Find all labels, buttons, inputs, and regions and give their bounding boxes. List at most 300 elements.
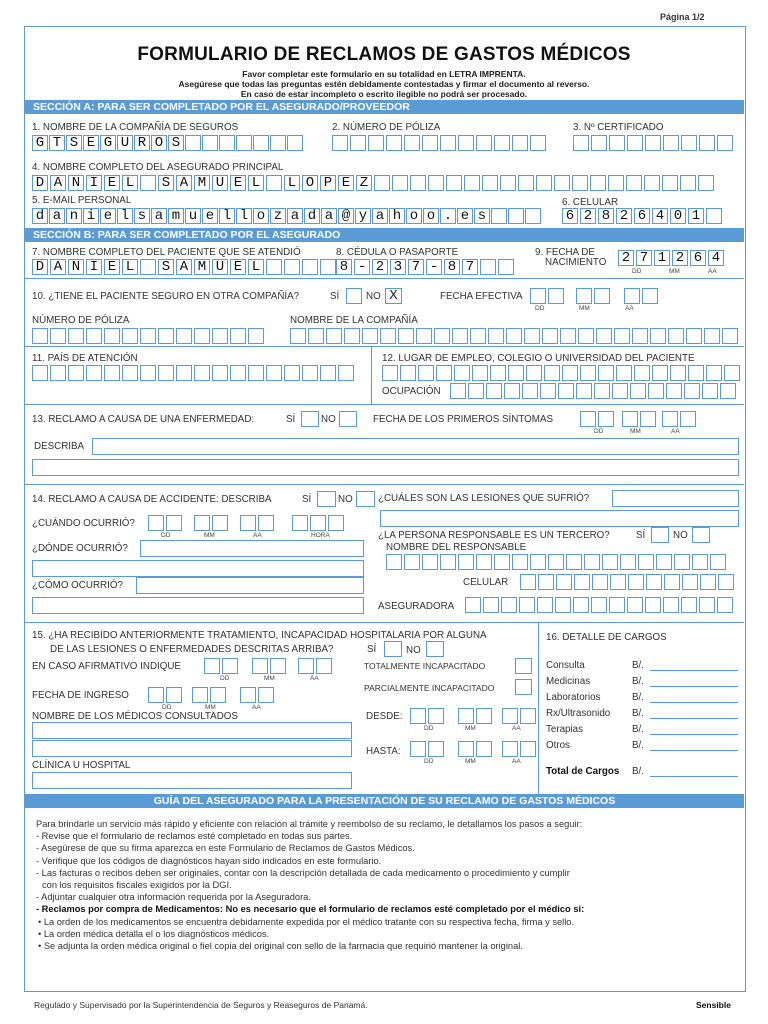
char-cell[interactable]: 2 xyxy=(372,259,388,275)
char-cell[interactable] xyxy=(386,135,402,151)
char-cell[interactable] xyxy=(664,574,680,590)
char-cell[interactable]: 7 xyxy=(408,259,424,275)
char-cell[interactable] xyxy=(558,383,574,399)
char-cell[interactable] xyxy=(476,741,492,757)
char-cell[interactable] xyxy=(524,328,540,344)
char-cell[interactable] xyxy=(374,175,390,191)
char-cell[interactable] xyxy=(699,135,715,151)
char-cell[interactable] xyxy=(258,687,274,703)
char-cell[interactable] xyxy=(434,328,450,344)
char-cell[interactable]: E xyxy=(83,135,99,151)
symptoms-date-dd[interactable] xyxy=(580,411,616,427)
char-cell[interactable] xyxy=(663,135,679,151)
doctors-field-2[interactable] xyxy=(32,740,352,757)
char-cell[interactable] xyxy=(194,365,210,381)
char-cell[interactable]: l xyxy=(236,208,252,224)
illness-description-field[interactable] xyxy=(92,438,739,455)
char-cell[interactable]: 2 xyxy=(618,250,634,266)
char-cell[interactable] xyxy=(450,383,466,399)
char-cell[interactable] xyxy=(596,328,612,344)
char-cell[interactable] xyxy=(666,383,682,399)
where-field-2[interactable] xyxy=(32,560,364,577)
total-incap-checkbox[interactable] xyxy=(515,658,532,674)
char-cell[interactable]: o xyxy=(423,208,439,224)
char-cell[interactable] xyxy=(508,365,524,381)
char-cell[interactable] xyxy=(253,135,269,151)
how-field-2[interactable] xyxy=(32,597,364,614)
effective-date-aa[interactable] xyxy=(624,288,660,304)
id-field[interactable] xyxy=(336,259,516,275)
char-cell[interactable] xyxy=(520,574,536,590)
char-cell[interactable] xyxy=(380,328,396,344)
char-cell[interactable] xyxy=(594,288,610,304)
char-cell[interactable]: L xyxy=(248,259,264,275)
char-cell[interactable]: N xyxy=(68,175,84,191)
char-cell[interactable] xyxy=(240,687,256,703)
char-cell[interactable]: Z xyxy=(356,175,372,191)
char-cell[interactable]: 1 xyxy=(688,208,704,224)
char-cell[interactable] xyxy=(166,515,182,531)
char-cell[interactable] xyxy=(326,328,342,344)
char-cell[interactable] xyxy=(320,259,336,275)
char-cell[interactable] xyxy=(506,328,522,344)
charge-amount-field[interactable] xyxy=(650,718,738,719)
char-cell[interactable]: E xyxy=(230,259,246,275)
char-cell[interactable] xyxy=(576,288,592,304)
char-cell[interactable] xyxy=(488,328,504,344)
char-cell[interactable] xyxy=(86,365,102,381)
char-cell[interactable] xyxy=(640,411,656,427)
char-cell[interactable]: G xyxy=(32,135,48,151)
char-cell[interactable] xyxy=(609,135,625,151)
char-cell[interactable] xyxy=(320,365,336,381)
char-cell[interactable] xyxy=(608,175,624,191)
char-cell[interactable] xyxy=(386,554,402,570)
char-cell[interactable]: P xyxy=(320,175,336,191)
char-cell[interactable] xyxy=(148,687,164,703)
char-cell[interactable]: U xyxy=(117,135,133,151)
char-cell[interactable] xyxy=(702,383,718,399)
char-cell[interactable] xyxy=(458,741,474,757)
affirmative-aa[interactable] xyxy=(298,658,334,674)
char-cell[interactable] xyxy=(630,383,646,399)
char-cell[interactable] xyxy=(480,259,496,275)
char-cell[interactable] xyxy=(624,288,640,304)
char-cell[interactable] xyxy=(501,597,517,613)
char-cell[interactable] xyxy=(627,597,643,613)
char-cell[interactable] xyxy=(602,554,618,570)
char-cell[interactable] xyxy=(308,328,324,344)
char-cell[interactable]: 4 xyxy=(708,250,724,266)
char-cell[interactable]: E xyxy=(104,175,120,191)
char-cell[interactable] xyxy=(248,365,264,381)
patient-name-field[interactable] xyxy=(32,259,338,275)
char-cell[interactable] xyxy=(270,658,286,674)
char-cell[interactable] xyxy=(692,554,708,570)
char-cell[interactable]: D xyxy=(32,259,48,275)
char-cell[interactable] xyxy=(638,554,654,570)
char-cell[interactable] xyxy=(555,597,571,613)
char-cell[interactable]: @ xyxy=(338,208,354,224)
char-cell[interactable] xyxy=(212,365,228,381)
char-cell[interactable] xyxy=(700,574,716,590)
char-cell[interactable] xyxy=(560,328,576,344)
char-cell[interactable] xyxy=(204,658,220,674)
effective-date-mm[interactable] xyxy=(576,288,612,304)
char-cell[interactable] xyxy=(554,175,570,191)
char-cell[interactable]: e xyxy=(100,208,116,224)
responsible-mobile-field[interactable] xyxy=(520,574,736,590)
char-cell[interactable] xyxy=(580,411,596,427)
char-cell[interactable] xyxy=(688,365,704,381)
char-cell[interactable] xyxy=(428,175,444,191)
char-cell[interactable] xyxy=(592,574,608,590)
char-cell[interactable] xyxy=(287,135,303,151)
char-cell[interactable] xyxy=(194,328,210,344)
char-cell[interactable] xyxy=(140,328,156,344)
char-cell[interactable] xyxy=(680,175,696,191)
doctors-field[interactable] xyxy=(32,722,352,739)
char-cell[interactable]: 1 xyxy=(654,250,670,266)
char-cell[interactable] xyxy=(556,574,572,590)
char-cell[interactable] xyxy=(598,365,614,381)
char-cell[interactable] xyxy=(416,328,432,344)
char-cell[interactable]: U xyxy=(212,175,228,191)
char-cell[interactable] xyxy=(68,365,84,381)
char-cell[interactable] xyxy=(504,383,520,399)
char-cell[interactable] xyxy=(572,175,588,191)
char-cell[interactable]: a xyxy=(321,208,337,224)
insurer-responsible-field[interactable] xyxy=(465,597,735,613)
char-cell[interactable]: o xyxy=(253,208,269,224)
char-cell[interactable] xyxy=(483,597,499,613)
char-cell[interactable] xyxy=(410,708,426,724)
workplace-field[interactable] xyxy=(382,365,742,381)
char-cell[interactable] xyxy=(290,328,306,344)
char-cell[interactable] xyxy=(236,135,252,151)
char-cell[interactable] xyxy=(122,365,138,381)
charge-amount-field[interactable] xyxy=(650,702,738,703)
char-cell[interactable] xyxy=(724,365,740,381)
char-cell[interactable]: I xyxy=(86,259,102,275)
char-cell[interactable] xyxy=(670,365,686,381)
char-cell[interactable]: S xyxy=(158,259,174,275)
char-cell[interactable] xyxy=(446,175,462,191)
char-cell[interactable] xyxy=(680,411,696,427)
char-cell[interactable] xyxy=(520,741,536,757)
char-cell[interactable] xyxy=(537,597,553,613)
char-cell[interactable] xyxy=(404,554,420,570)
char-cell[interactable]: u xyxy=(185,208,201,224)
char-cell[interactable] xyxy=(668,328,684,344)
char-cell[interactable] xyxy=(230,328,246,344)
char-cell[interactable]: 7 xyxy=(636,250,652,266)
char-cell[interactable] xyxy=(270,135,286,151)
char-cell[interactable]: 8 xyxy=(598,208,614,224)
char-cell[interactable]: 2 xyxy=(616,208,632,224)
char-cell[interactable]: 6 xyxy=(634,208,650,224)
char-cell[interactable]: S xyxy=(168,135,184,151)
char-cell[interactable] xyxy=(562,365,578,381)
char-cell[interactable]: E xyxy=(338,175,354,191)
char-cell[interactable]: M xyxy=(194,259,210,275)
char-cell[interactable]: A xyxy=(176,175,192,191)
charge-amount-field[interactable] xyxy=(650,670,738,671)
char-cell[interactable] xyxy=(502,708,518,724)
char-cell[interactable] xyxy=(706,365,722,381)
char-cell[interactable] xyxy=(622,411,638,427)
char-cell[interactable] xyxy=(68,328,84,344)
char-cell[interactable]: I xyxy=(86,175,102,191)
char-cell[interactable] xyxy=(332,135,348,151)
char-cell[interactable] xyxy=(614,328,630,344)
char-cell[interactable] xyxy=(684,383,700,399)
mobile-field[interactable] xyxy=(562,208,724,224)
char-cell[interactable] xyxy=(662,175,678,191)
char-cell[interactable] xyxy=(338,365,354,381)
char-cell[interactable]: 2 xyxy=(580,208,596,224)
char-cell[interactable] xyxy=(440,554,456,570)
char-cell[interactable] xyxy=(212,328,228,344)
char-cell[interactable]: m xyxy=(168,208,184,224)
q10-yes-checkbox[interactable] xyxy=(346,288,362,304)
partial-incap-checkbox[interactable] xyxy=(515,679,532,695)
char-cell[interactable]: a xyxy=(287,208,303,224)
char-cell[interactable] xyxy=(464,175,480,191)
char-cell[interactable] xyxy=(50,328,66,344)
char-cell[interactable]: N xyxy=(68,259,84,275)
char-cell[interactable]: 0 xyxy=(670,208,686,224)
from-aa[interactable] xyxy=(502,708,538,724)
illness-yes-checkbox[interactable] xyxy=(301,411,319,427)
to-mm[interactable] xyxy=(458,741,494,757)
char-cell[interactable] xyxy=(717,135,733,151)
char-cell[interactable] xyxy=(302,365,318,381)
char-cell[interactable] xyxy=(468,383,484,399)
q15-no-checkbox[interactable] xyxy=(426,641,444,657)
char-cell[interactable] xyxy=(392,175,408,191)
illness-description-field-2[interactable] xyxy=(32,459,739,476)
char-cell[interactable]: G xyxy=(100,135,116,151)
char-cell[interactable]: U xyxy=(212,259,228,275)
other-policy-field[interactable] xyxy=(32,328,266,344)
char-cell[interactable] xyxy=(663,597,679,613)
charge-amount-field[interactable] xyxy=(650,686,738,687)
char-cell[interactable]: n xyxy=(66,208,82,224)
char-cell[interactable] xyxy=(512,135,528,151)
char-cell[interactable] xyxy=(362,328,378,344)
char-cell[interactable] xyxy=(470,328,486,344)
char-cell[interactable] xyxy=(542,328,558,344)
char-cell[interactable] xyxy=(656,554,672,570)
char-cell[interactable] xyxy=(522,383,538,399)
third-party-yes-checkbox[interactable] xyxy=(651,527,669,543)
char-cell[interactable]: R xyxy=(134,135,150,151)
char-cell[interactable] xyxy=(620,554,636,570)
char-cell[interactable] xyxy=(580,365,596,381)
char-cell[interactable]: e xyxy=(457,208,473,224)
char-cell[interactable]: A xyxy=(176,259,192,275)
char-cell[interactable] xyxy=(140,365,156,381)
char-cell[interactable] xyxy=(548,288,564,304)
char-cell[interactable] xyxy=(410,741,426,757)
affirmative-dd[interactable] xyxy=(204,658,240,674)
when-aa[interactable] xyxy=(240,515,276,531)
char-cell[interactable]: 6 xyxy=(562,208,578,224)
char-cell[interactable] xyxy=(32,328,48,344)
char-cell[interactable]: 3 xyxy=(390,259,406,275)
char-cell[interactable] xyxy=(508,208,524,224)
char-cell[interactable] xyxy=(598,411,614,427)
char-cell[interactable] xyxy=(634,365,650,381)
char-cell[interactable]: 2 xyxy=(672,250,688,266)
char-cell[interactable] xyxy=(328,515,344,531)
char-cell[interactable] xyxy=(610,574,626,590)
char-cell[interactable] xyxy=(645,135,661,151)
char-cell[interactable]: E xyxy=(104,259,120,275)
char-cell[interactable] xyxy=(576,383,592,399)
char-cell[interactable] xyxy=(210,687,226,703)
char-cell[interactable]: s xyxy=(134,208,150,224)
char-cell[interactable] xyxy=(720,383,736,399)
char-cell[interactable] xyxy=(310,515,326,531)
char-cell[interactable] xyxy=(350,135,366,151)
char-cell[interactable] xyxy=(662,411,678,427)
char-cell[interactable] xyxy=(476,554,492,570)
char-cell[interactable]: - xyxy=(354,259,370,275)
char-cell[interactable] xyxy=(584,554,600,570)
char-cell[interactable] xyxy=(458,554,474,570)
insurer-field[interactable] xyxy=(32,135,304,151)
char-cell[interactable] xyxy=(458,135,474,151)
total-charges-field[interactable] xyxy=(650,776,738,777)
char-cell[interactable] xyxy=(526,365,542,381)
char-cell[interactable] xyxy=(440,135,456,151)
char-cell[interactable] xyxy=(86,328,102,344)
char-cell[interactable] xyxy=(530,135,546,151)
char-cell[interactable] xyxy=(222,658,238,674)
char-cell[interactable]: d xyxy=(304,208,320,224)
char-cell[interactable] xyxy=(652,365,668,381)
char-cell[interactable] xyxy=(298,658,314,674)
char-cell[interactable] xyxy=(502,741,518,757)
charge-amount-field[interactable] xyxy=(650,750,738,751)
char-cell[interactable] xyxy=(32,365,48,381)
char-cell[interactable] xyxy=(292,515,308,531)
illness-no-checkbox[interactable] xyxy=(339,411,357,427)
char-cell[interactable]: h xyxy=(389,208,405,224)
char-cell[interactable] xyxy=(538,574,554,590)
char-cell[interactable] xyxy=(494,135,510,151)
injuries-field[interactable] xyxy=(612,490,739,507)
char-cell[interactable] xyxy=(316,658,332,674)
char-cell[interactable] xyxy=(722,328,738,344)
char-cell[interactable] xyxy=(648,383,664,399)
char-cell[interactable] xyxy=(491,208,507,224)
char-cell[interactable] xyxy=(530,554,546,570)
char-cell[interactable] xyxy=(650,328,666,344)
char-cell[interactable] xyxy=(185,135,201,151)
char-cell[interactable] xyxy=(704,328,720,344)
char-cell[interactable] xyxy=(418,365,434,381)
char-cell[interactable] xyxy=(530,288,546,304)
char-cell[interactable] xyxy=(578,328,594,344)
admission-dd[interactable] xyxy=(148,687,184,703)
q10-no-checkbox[interactable]: X xyxy=(385,288,402,304)
char-cell[interactable]: 8 xyxy=(444,259,460,275)
char-cell[interactable] xyxy=(458,708,474,724)
char-cell[interactable] xyxy=(472,365,488,381)
char-cell[interactable] xyxy=(140,259,156,275)
char-cell[interactable]: l xyxy=(219,208,235,224)
char-cell[interactable] xyxy=(284,259,300,275)
char-cell[interactable] xyxy=(248,328,264,344)
char-cell[interactable] xyxy=(540,383,556,399)
char-cell[interactable] xyxy=(642,288,658,304)
responsible-name-field[interactable] xyxy=(386,554,728,570)
char-cell[interactable] xyxy=(158,365,174,381)
from-mm[interactable] xyxy=(458,708,494,724)
char-cell[interactable] xyxy=(258,515,274,531)
char-cell[interactable] xyxy=(498,259,514,275)
char-cell[interactable] xyxy=(302,259,318,275)
char-cell[interactable] xyxy=(590,175,606,191)
char-cell[interactable] xyxy=(454,365,470,381)
char-cell[interactable] xyxy=(266,365,282,381)
char-cell[interactable] xyxy=(612,383,628,399)
char-cell[interactable] xyxy=(490,365,506,381)
char-cell[interactable]: T xyxy=(49,135,65,151)
char-cell[interactable] xyxy=(681,597,697,613)
char-cell[interactable] xyxy=(436,365,452,381)
char-cell[interactable]: . xyxy=(440,208,456,224)
char-cell[interactable] xyxy=(140,175,156,191)
char-cell[interactable]: O xyxy=(151,135,167,151)
char-cell[interactable] xyxy=(646,574,662,590)
principal-name-field[interactable] xyxy=(32,175,716,191)
char-cell[interactable] xyxy=(202,135,218,151)
to-aa[interactable] xyxy=(502,741,538,757)
char-cell[interactable] xyxy=(591,135,607,151)
char-cell[interactable] xyxy=(482,175,498,191)
char-cell[interactable]: E xyxy=(230,175,246,191)
char-cell[interactable] xyxy=(710,554,726,570)
char-cell[interactable] xyxy=(428,708,444,724)
char-cell[interactable] xyxy=(428,741,444,757)
char-cell[interactable] xyxy=(573,597,589,613)
char-cell[interactable] xyxy=(500,175,516,191)
char-cell[interactable] xyxy=(344,328,360,344)
char-cell[interactable] xyxy=(230,365,246,381)
char-cell[interactable]: e xyxy=(202,208,218,224)
char-cell[interactable]: 6 xyxy=(690,250,706,266)
char-cell[interactable] xyxy=(626,175,642,191)
char-cell[interactable] xyxy=(368,135,384,151)
char-cell[interactable]: L xyxy=(122,175,138,191)
to-dd[interactable] xyxy=(410,741,446,757)
char-cell[interactable]: M xyxy=(194,175,210,191)
clinic-field[interactable] xyxy=(32,772,352,789)
char-cell[interactable]: 4 xyxy=(652,208,668,224)
char-cell[interactable] xyxy=(122,328,138,344)
char-cell[interactable] xyxy=(452,328,468,344)
accident-no-checkbox[interactable] xyxy=(356,491,375,507)
policy-number-field[interactable] xyxy=(332,135,548,151)
char-cell[interactable]: A xyxy=(50,259,66,275)
char-cell[interactable] xyxy=(698,175,714,191)
char-cell[interactable]: S xyxy=(66,135,82,151)
char-cell[interactable]: d xyxy=(32,208,48,224)
